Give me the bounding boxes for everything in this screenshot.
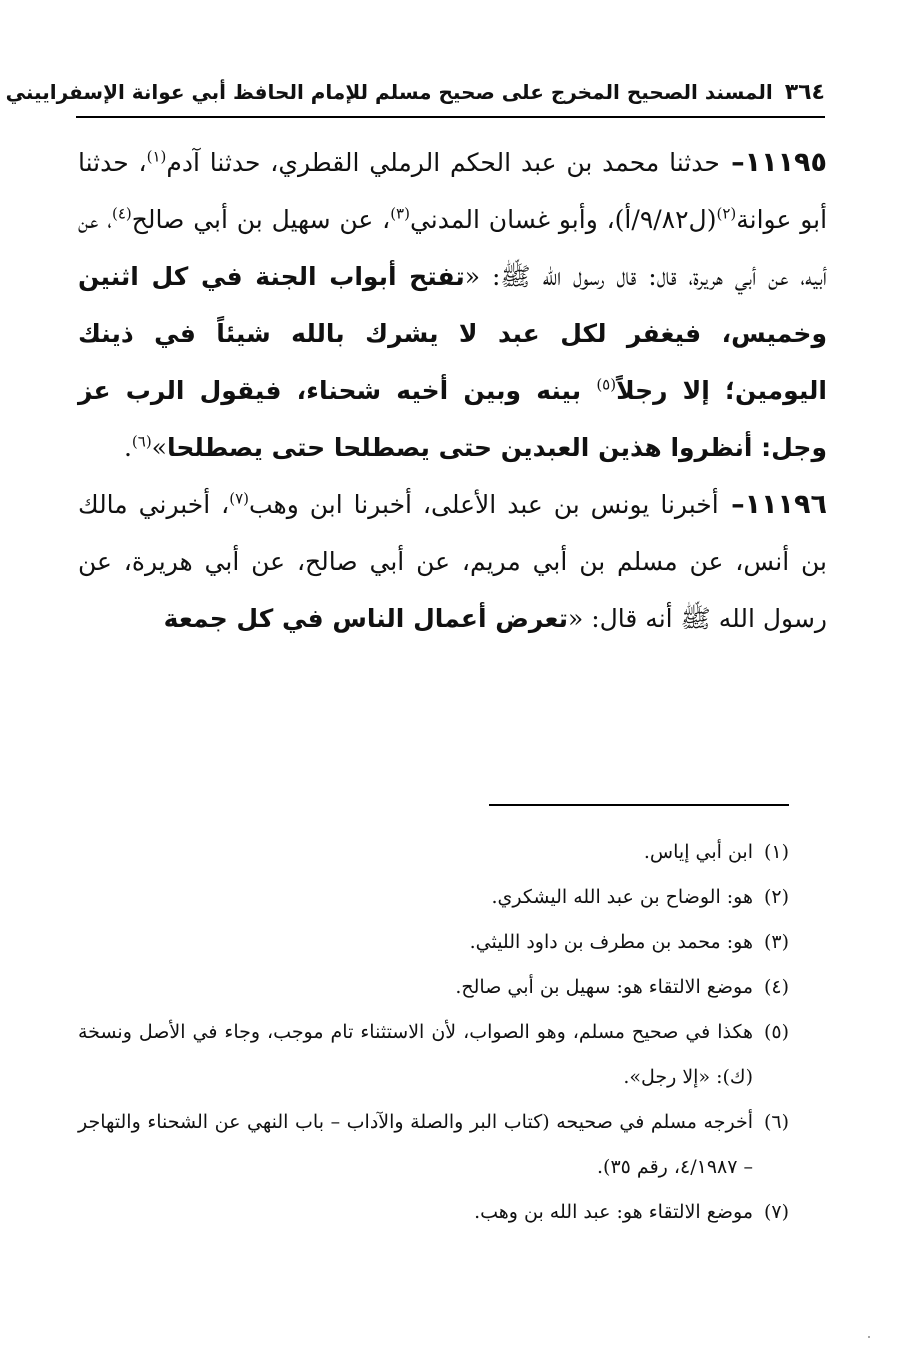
header-rule (76, 116, 825, 118)
footnote-marker: (٢) (716, 204, 737, 223)
closing-quote: » (151, 433, 167, 462)
isnad-text: ، عن سهيل بن أبي صالح (131, 205, 391, 234)
hadith-dash: – (719, 147, 745, 178)
footnote-marker: (١) (146, 147, 167, 166)
footnote-marker: (٣) (390, 204, 410, 223)
footnote-text: هكذا في صحيح مسلم، وهو الصواب، لأن الاستثناء تام موجب، وجاء في الأصل ونسخة (ك): «إلا رجل». (78, 1021, 753, 1088)
footnote-number: (٤) (763, 976, 789, 998)
isnad-text: ، أخبرني مالك بن أنس، عن مسلم بن أبي مريم، عن أبي صالح، عن أبي هريرة، عن رسول الله ﷺ أنه قال: « (78, 490, 827, 633)
running-header (5, 72, 825, 112)
hadith-dash: – (718, 489, 745, 520)
hadith-1196 (78, 476, 827, 647)
footnote-marker: (٧) (229, 489, 249, 508)
footnote-number: (٥) (763, 1021, 789, 1043)
isnad-text: ، حدثنا أبو عوانة (78, 148, 828, 234)
footnote-text: هو: محمد بن مطرف بن داود الليثي. (469, 931, 753, 953)
footnote-marker: (٦) (131, 432, 152, 451)
hadith-number: ١١١٩٦ (744, 489, 827, 520)
footnote (78, 1100, 789, 1190)
isnad-text: (ل٩/٨٢/أ)، وأبو غسان المدني (409, 205, 717, 234)
period: . (123, 433, 132, 462)
footnote (78, 830, 789, 875)
footnote-marker: (٥) (596, 375, 617, 394)
main-text (78, 134, 827, 647)
hadith-number: ١١١٩٥ (744, 147, 828, 178)
scan-speck (868, 1336, 870, 1338)
book-title: المسند الصحيح المخرج على صحيح مسلم للإمام الحافظ أبي عوانة الإسفراييني (5, 80, 773, 104)
footnote (78, 875, 789, 920)
footnote (78, 1190, 789, 1235)
isnad-text: ، عن أبيه، عن أبي هريرة، قال: قال رسول الله ﷺ: « (78, 205, 827, 291)
matn-text: تعرض أعمال الناس في كل جمعة (163, 604, 568, 633)
hadith-1195 (78, 134, 827, 476)
footnote (78, 920, 789, 965)
isnad-text: أخبرنا يونس بن عبد الأعلى، أخبرنا ابن وهب (249, 490, 719, 519)
footnote (78, 965, 789, 1010)
footnotes (78, 830, 789, 1235)
footnote (78, 1010, 789, 1100)
footnote-text: موضع الالتقاء هو: عبد الله بن وهب. (474, 1201, 753, 1223)
isnad-text: حدثنا محمد بن عبد الحكم الرملي القطري، حدثنا آدم (166, 148, 720, 177)
footnote-text: هو: الوضاح بن عبد الله اليشكري. (491, 886, 753, 908)
footnote-number: (١) (763, 841, 789, 863)
footnote-separator (489, 804, 789, 806)
footnote-text: موضع الالتقاء هو: سهيل بن أبي صالح. (455, 976, 753, 998)
matn-text: تفتح أبواب الجنة في كل اثنين وخميس، فيغفر لكل عبد لا يشرك بالله شيئاً في ذينك اليومين؛ إلا رجلاً (78, 262, 827, 405)
footnote-number: (٢) (763, 886, 789, 908)
page-number: ٣٦٤ (784, 79, 825, 105)
matn-text: بينه وبين أخيه شحناء، فيقول الرب عز وجل: أنظروا هذين العبدين حتى يصطلحا حتى يصطلحا (78, 376, 827, 462)
footnote-text: أخرجه مسلم في صحيحه (كتاب البر والصلة والآداب – باب النهي عن الشحناء والتهاجر – ٤/١٩٨٧، رقم ٣٥). (78, 1111, 753, 1178)
footnote-number: (٣) (763, 931, 789, 953)
footnote-number: (٧) (763, 1201, 789, 1223)
footnote-text: ابن أبي إياس. (643, 841, 753, 863)
footnote-number: (٦) (763, 1111, 789, 1133)
footnote-marker: (٤) (112, 204, 132, 223)
